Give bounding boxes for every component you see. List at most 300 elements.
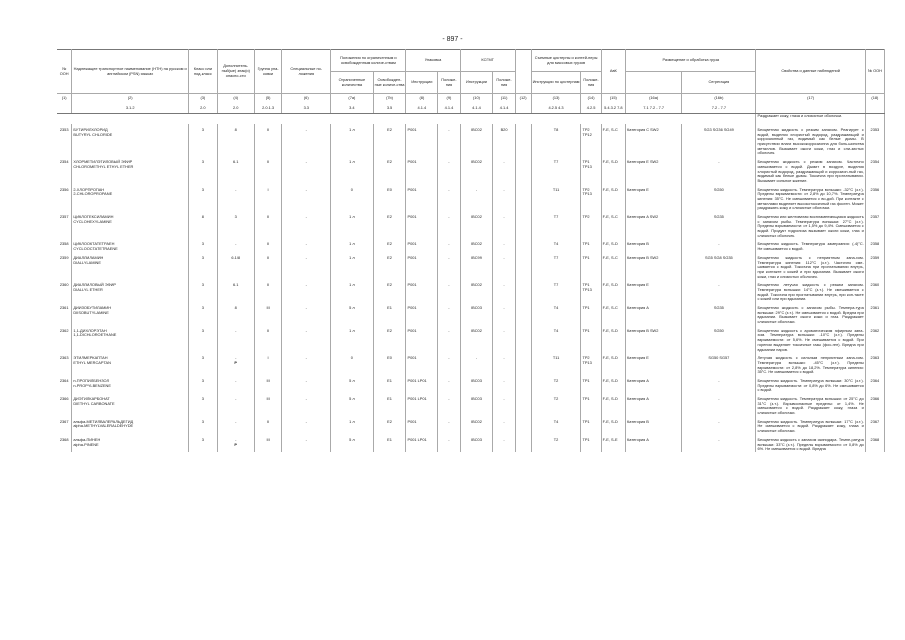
col-12-cell <box>515 302 531 325</box>
header-packaging-prov: Положе-ния <box>438 72 460 94</box>
tank-instr-cell: T2 <box>531 375 581 393</box>
subsidiary-hazard: - <box>235 327 237 333</box>
subsidiary-hazard: - <box>235 186 237 192</box>
name-cell <box>72 416 189 434</box>
segregation-cell: - <box>682 393 756 416</box>
hazard-cell <box>217 124 254 156</box>
tank-instr-cell: T4 <box>531 416 581 434</box>
packing-group-cell: III <box>254 375 282 393</box>
limited-qty-cell: 1 л <box>331 156 373 183</box>
un-right-cell: 2366 <box>865 393 884 416</box>
class-cell: 3 <box>189 434 218 452</box>
psn-english: DIETHYL CARBONATE <box>73 400 115 406</box>
table-header <box>57 50 885 114</box>
hazard-cell <box>217 279 254 302</box>
packing-group-cell: III <box>254 393 282 416</box>
properties-cell: Летучая жидкость с сильным неприятным запа-хом. Температура вспышки: -45°C (з.т.). Пределы взрываемости: от 2,8% до 18,2%. Температура кипения: 35°C. Не смешивается с водой. <box>756 352 865 375</box>
class-cell: 3 <box>189 393 218 416</box>
ibc-instr-cell: IBC99 <box>460 252 493 279</box>
continuation-text: Раздражает кожу, глаза и слизистые оболочки. <box>756 114 865 125</box>
header-packaging-instr: Инструкции <box>406 72 438 94</box>
psn-russian: 1,1-ДИХЛОРЭТАН <box>73 327 107 333</box>
tank-instr-cell: T7 <box>531 279 581 302</box>
stowage-cell: Категория A <box>626 434 682 452</box>
subsidiary-hazard: - <box>235 418 237 424</box>
packing-group-cell: II <box>254 279 282 302</box>
segregation-cell: SG5 SG8 SG35 <box>682 252 756 279</box>
col-12-cell <box>515 352 531 375</box>
ibc-instr-cell: IBC03 <box>460 434 493 452</box>
segregation-cell: SG50 <box>682 325 756 352</box>
un-right-cell: 2361 <box>865 302 884 325</box>
un-right-cell: 2356 <box>865 184 884 211</box>
un-right-cell: 2353 <box>865 124 884 156</box>
limited-qty-cell: 1 л <box>331 279 373 302</box>
ems-cell: F-E, S-D <box>601 279 625 302</box>
limited-qty-cell: 0 <box>331 184 373 211</box>
dangerous-goods-table <box>57 49 885 452</box>
header-hazard-id: Дополнитель-ный(ые) знак(и) опасно-сти <box>217 50 254 94</box>
column-number: (16b) <box>682 94 756 104</box>
psn-russian: ДИЭТИЛКАРБОНАТ <box>73 396 110 401</box>
name-cell <box>72 252 189 279</box>
segregation-cell: - <box>682 416 756 434</box>
packaging-prov-cell: - <box>438 238 460 251</box>
segregation-cell: - <box>682 238 756 251</box>
ibc-prov-cell: - <box>493 302 515 325</box>
tank-prov-cell: TP1 <box>581 416 601 434</box>
tank-prov-cell: TP2 TP13 <box>581 352 601 375</box>
segregation-cell: - <box>682 434 756 452</box>
packaging-instr-cell: P001 <box>406 325 438 352</box>
tank-prov-cell: TP1 <box>581 393 601 416</box>
header-packing-group: Группа упа-ковки <box>254 50 282 94</box>
ibc-prov-cell: B20 <box>493 124 515 156</box>
header-limited: Ограниченные количества <box>331 72 373 94</box>
name-cell <box>72 434 189 452</box>
name-cell <box>72 325 189 352</box>
psn-english: DIALLYL ETHER <box>73 286 103 292</box>
un-right-cell: 2368 <box>865 434 884 452</box>
class-cell: 8 <box>189 211 218 238</box>
un-cell: 2362 <box>57 325 72 352</box>
psn-russian: альфа-ПИНЕН <box>73 436 101 442</box>
excepted-qty-cell: E2 <box>373 279 406 302</box>
class-cell: 3 <box>189 238 218 251</box>
psn-russian: ДИАЛЛИЛОВЫЙ ЭФИР <box>73 282 117 288</box>
hazard-cell <box>217 156 254 183</box>
properties-cell: Бесцветная жидкость с запахом рыбы. Темпера-тура вспышки: 29°C (з.т.). Не смешивается с водой. Вредна при вдыхании. Вызывает ожоги кожи и глаз. Раздражает слизистые оболочки. <box>756 302 865 325</box>
tank-prov-cell: TP2 TP13 <box>581 184 601 211</box>
table-row <box>57 238 885 251</box>
table-row <box>57 252 885 279</box>
column-number: (18) <box>865 94 884 104</box>
limited-qty-cell: 0 <box>331 352 373 375</box>
properties-cell: Бесцветная жидкость с ароматическим эфирным запа-хом. Температура вспышки: -10°C (з.т.). Пределы взрываемости: от 5,6%. Не смешивается с водой. При горении выделяет токсичные газы (фос-ген). Вредна при вдыхании паров. <box>756 325 865 352</box>
un-cell: 2363 <box>57 352 72 375</box>
subsidiary-hazard: 6.1/8 <box>231 254 241 260</box>
un-cell: 2361 <box>57 302 72 325</box>
column-reference: 7.2 - 7.7 <box>682 103 756 114</box>
class-cell: 3 <box>189 375 218 393</box>
psn-english: CHLOROMETHYL ETHYL ETHER <box>73 163 134 169</box>
ibc-prov-cell: - <box>493 393 515 416</box>
segregation-cell: SG50 SG57 <box>682 352 756 375</box>
column-number: (3) <box>189 94 218 104</box>
ems-cell: F-E, S-D <box>601 184 625 211</box>
special-provisions-cell: - <box>282 238 331 251</box>
ibc-prov-cell: - <box>493 279 515 302</box>
table-body <box>57 114 885 452</box>
un-cell: 2360 <box>57 279 72 302</box>
excepted-qty-cell: E2 <box>373 416 406 434</box>
header-packaging: Упаковка <box>406 50 460 72</box>
tank-instr-cell: T4 <box>531 302 581 325</box>
packaging-prov-cell: - <box>438 279 460 302</box>
column-number: (2) <box>72 94 189 104</box>
column-reference: 5.4.3.2 7.8 <box>601 103 625 114</box>
column-reference: 3.1.2 <box>72 103 189 114</box>
stowage-cell: Категория A <box>626 302 682 325</box>
class-cell: 3 <box>189 184 218 211</box>
ibc-instr-cell: - <box>460 352 493 375</box>
properties-cell: Бесцветная жидкость с резким запахом. Реагирует с водой, выделяя хлористый водород, раздражающий и коррозионный газ, видимый как белые дымы. В присутствии влаги высококоррозионна для боль-шинства металлов. Вызывает ожоги кожи, глаз и сли-зистых оболочек. <box>756 124 865 156</box>
ibc-instr-cell: IBC03 <box>460 393 493 416</box>
ibc-prov-cell: - <box>493 156 515 183</box>
class-cell: 3 <box>189 302 218 325</box>
table-row <box>57 375 885 393</box>
packing-group-cell: I <box>254 352 282 375</box>
un-cell: 2358 <box>57 238 72 251</box>
tank-prov-cell: TP1 <box>581 434 601 452</box>
excepted-qty-cell: E1 <box>373 302 406 325</box>
tank-prov-cell: TP2 <box>581 211 601 238</box>
packaging-prov-cell: - <box>438 211 460 238</box>
ems-cell: F-E, S-D <box>601 352 625 375</box>
column-reference <box>515 103 531 114</box>
ibc-instr-cell: - <box>460 184 493 211</box>
packing-group-cell: II <box>254 156 282 183</box>
un-cell: 2368 <box>57 434 72 452</box>
packaging-instr-cell: P001 <box>406 352 438 375</box>
ibc-instr-cell: IBC03 <box>460 375 493 393</box>
excepted-qty-cell: E1 <box>373 393 406 416</box>
segregation-cell: - <box>682 279 756 302</box>
un-cell: 2366 <box>57 393 72 416</box>
ibc-instr-cell: IBC02 <box>460 238 493 251</box>
excepted-qty-cell: E0 <box>373 352 406 375</box>
excepted-qty-cell: E2 <box>373 124 406 156</box>
column-number: (16a) <box>626 94 682 104</box>
class-cell: 3 <box>189 416 218 434</box>
header-tank-prov: Положе-ния <box>581 72 601 94</box>
packing-group-cell: III <box>254 434 282 452</box>
psn-english: CYCLOOCTATETRAENE <box>73 246 118 252</box>
name-cell <box>72 211 189 238</box>
packaging-prov-cell: - <box>438 393 460 416</box>
psn-russian: 2-ХЛОРПРОПАН <box>73 186 105 192</box>
un-right-cell: 2360 <box>865 279 884 302</box>
psn-english: CYCLOHEXYLAMINE <box>73 218 112 224</box>
hazard-cell <box>217 416 254 434</box>
segregation-cell: - <box>682 156 756 183</box>
col-12-cell <box>515 124 531 156</box>
column-number: (8) <box>406 94 438 104</box>
column-reference: 2.0.1.3 <box>254 103 282 114</box>
stowage-cell: Категория A SW2 <box>626 211 682 238</box>
header-special-provisions: Специальные по-ложения <box>282 50 331 94</box>
packing-group-cell: II <box>254 124 282 156</box>
subsidiary-hazard: 8 <box>234 127 237 132</box>
header-col-12 <box>515 50 531 94</box>
table-row <box>57 325 885 352</box>
col-12-cell <box>515 211 531 238</box>
name-cell <box>72 238 189 251</box>
column-number: (4) <box>217 94 254 104</box>
subsidiary-hazard: - <box>235 436 237 442</box>
header-ibc-instr: Инструкции <box>460 72 493 94</box>
psn-russian: БУТИРИЛХЛОРИД <box>73 127 108 132</box>
stowage-cell: Категория B <box>626 416 682 434</box>
un-cell: 2367 <box>57 416 72 434</box>
packing-group-cell: II <box>254 238 282 251</box>
header-limited-excepted: Положения по ограниченным и освобожденным количе-ствам <box>331 50 406 72</box>
properties-cell: Бесцветная жидкость. Температура вспышки: 17°C (з.т.). Не смешивается с водой. Раздражает кожу, глаза и слизистые оболочки. <box>756 416 865 434</box>
special-provisions-cell: - <box>282 279 331 302</box>
un-cell: 2354 <box>57 156 72 183</box>
class-cell: 3 <box>189 325 218 352</box>
tank-prov-cell: TP1 <box>581 302 601 325</box>
hazard-cell <box>217 375 254 393</box>
packaging-instr-cell: P001 <box>406 252 438 279</box>
ems-cell: F-E, S-D <box>601 325 625 352</box>
name-cell <box>72 393 189 416</box>
excepted-qty-cell: E1 <box>373 434 406 452</box>
tank-prov-cell: TP1 TP13 <box>581 156 601 183</box>
column-reference: 4.2.5 <box>581 103 601 114</box>
tank-prov-cell: TP2 TP12 <box>581 124 601 156</box>
packaging-prov-cell: - <box>438 375 460 393</box>
excepted-qty-cell: E2 <box>373 211 406 238</box>
table-row <box>57 124 885 156</box>
packaging-instr-cell: P001 <box>406 124 438 156</box>
ibc-prov-cell: - <box>493 238 515 251</box>
ibc-prov-cell: - <box>493 252 515 279</box>
subsidiary-hazard: 6.1 <box>233 282 239 288</box>
psn-english: alpha-METHYLVALERALDEHYDE <box>73 423 134 429</box>
limited-qty-cell: 1 л <box>331 238 373 251</box>
column-reference: 4.2.5 4.3 <box>531 103 581 114</box>
table-row <box>57 434 885 452</box>
column-reference: 4.1.4 <box>460 103 493 114</box>
table-row <box>57 352 885 375</box>
ibc-instr-cell: IBC02 <box>460 124 493 156</box>
un-right-cell: 2367 <box>865 416 884 434</box>
stowage-cell: Категория C SW2 <box>626 124 682 156</box>
class-cell: 3 <box>189 352 218 375</box>
un-right-cell: 2358 <box>865 238 884 251</box>
hazard-cell <box>217 252 254 279</box>
ems-cell: F-E, S-C <box>601 211 625 238</box>
packaging-instr-cell: P001 LP01 <box>406 434 438 452</box>
ibc-prov-cell: - <box>493 352 515 375</box>
table-row <box>57 156 885 183</box>
packing-group-cell: II <box>254 252 282 279</box>
packaging-prov-cell: - <box>438 416 460 434</box>
subsidiary-hazard: 3 <box>234 214 237 219</box>
special-provisions-cell: - <box>282 352 331 375</box>
column-reference: 4.1.4 <box>438 103 460 114</box>
table-row <box>57 279 885 302</box>
column-number: (9) <box>438 94 460 104</box>
ibc-instr-cell: IBC03 <box>460 302 493 325</box>
column-reference: 4.1.4 <box>406 103 438 114</box>
column-reference <box>756 103 865 114</box>
ibc-prov-cell: - <box>493 211 515 238</box>
hazard-cell <box>217 238 254 251</box>
header-ems: АвК <box>601 50 625 94</box>
stowage-cell: Категория E <box>626 352 682 375</box>
ems-cell: F-E, S-C <box>601 302 625 325</box>
psn-russian: ДИИЗОБУТИЛАМИН <box>73 305 112 310</box>
name-cell <box>72 184 189 211</box>
ibc-prov-cell: - <box>493 375 515 393</box>
tank-instr-cell: T7 <box>531 211 581 238</box>
packaging-instr-cell: P001 <box>406 279 438 302</box>
column-reference: 3.3 <box>282 103 331 114</box>
psn-russian: альфа-МЕТИЛВАЛЕРАЛЬДЕГИД <box>73 418 134 424</box>
special-provisions-cell: - <box>282 325 331 352</box>
excepted-qty-cell: E1 <box>373 375 406 393</box>
special-provisions-cell: - <box>282 124 331 156</box>
col-12-cell <box>515 156 531 183</box>
psn-russian: н-ПРОПИЛБЕНЗОЛ <box>73 377 110 383</box>
class-cell: 3 <box>189 124 218 156</box>
header-tank-instr: Инструкции по цистернам <box>531 72 581 94</box>
col-12-cell <box>515 279 531 302</box>
un-cell: 2357 <box>57 211 72 238</box>
psn-english: DIALLYLAMINE <box>73 259 101 265</box>
limited-qty-cell: 5 л <box>331 375 373 393</box>
stowage-cell: Категория B <box>626 238 682 251</box>
hazard-cell <box>217 352 254 375</box>
ems-cell: F-E, S-C <box>601 124 625 156</box>
psn-russian: ЦИКЛОГЕКСИЛАМИН <box>73 214 114 219</box>
un-cell: 2364 <box>57 375 72 393</box>
table-row <box>57 302 885 325</box>
properties-cell: Бесцветная или желтоватая воспламеняющаяся жидкость с запахом рыбы. Температура вспышки: 27°C (з.т.). Пределы взрываемости: от 1,5% до 9,4%. Смешивается с водой. Продукт гидролиза вызывает ожоги кожи, глаз и слизистых оболочек. <box>756 211 865 238</box>
un-right-cell: 2363 <box>865 352 884 375</box>
hazard-cell <box>217 302 254 325</box>
ibc-prov-cell: - <box>493 325 515 352</box>
limited-qty-cell: 5 л <box>331 393 373 416</box>
hazard-cell <box>217 434 254 452</box>
table-row <box>57 184 885 211</box>
column-number-row <box>57 94 885 104</box>
header-stowage-16a <box>626 72 682 94</box>
column-reference: 3.5 <box>373 103 406 114</box>
limited-qty-cell: 5 л <box>331 434 373 452</box>
psn-english: BUTYRYL CHLORIDE <box>73 131 113 137</box>
stowage-cell: Категория A <box>626 375 682 393</box>
ems-cell: F-E, S-D <box>601 375 625 393</box>
class-cell: 3 <box>189 279 218 302</box>
tank-prov-cell: TP1 <box>581 325 601 352</box>
ibc-instr-cell: IBC02 <box>460 325 493 352</box>
packaging-prov-cell: - <box>438 252 460 279</box>
tank-instr-cell: T4 <box>531 238 581 251</box>
tank-instr-cell: T7 <box>531 156 581 183</box>
col-12-cell <box>515 393 531 416</box>
ibc-prov-cell: - <box>493 416 515 434</box>
stowage-cell: Категория B SW2 <box>626 325 682 352</box>
tank-prov-cell: TP1 <box>581 238 601 251</box>
continuation-row <box>57 114 885 125</box>
ibc-instr-cell: IBC02 <box>460 279 493 302</box>
un-cell: 2353 <box>57 124 72 156</box>
segregation-cell: SG3 SG36 SG49 <box>682 124 756 156</box>
header-segregation: Сегрегация <box>682 72 756 94</box>
stowage-cell: Категория E <box>626 279 682 302</box>
stowage-cell: Категория E SW2 <box>626 156 682 183</box>
packing-group-cell: III <box>254 302 282 325</box>
column-reference: 2.0 <box>217 103 254 114</box>
tank-prov-cell: TP1 <box>581 252 601 279</box>
special-provisions-cell: - <box>282 156 331 183</box>
column-number: (13) <box>531 94 581 104</box>
column-number: (1) <box>57 94 72 104</box>
limited-qty-cell: 1 л <box>331 211 373 238</box>
column-reference <box>865 103 884 114</box>
packaging-prov-cell: - <box>438 302 460 325</box>
name-cell <box>72 124 189 156</box>
column-number: (5) <box>254 94 282 104</box>
psn-english: ETHYL MERCAPTAN <box>73 359 111 365</box>
header-excepted: Освобожден-ные количе-ства <box>373 72 406 94</box>
packaging-instr-cell: P001 LP01 <box>406 375 438 393</box>
tank-instr-cell: T7 <box>531 252 581 279</box>
properties-cell: Бесцветная жидкость. Температура вспышки: -32°C (з.т.). Пределы взрываемости: от 2,8% до 10,7%. Температура кипения: 35°C. Не смешивается с во-дой. При контакте с металлами выделяет высокотоксичный газ фосген. Может раздражать кожу и слизистые оболочки. <box>756 184 865 211</box>
psn-english: alpha-PINENE <box>73 441 99 447</box>
tank-instr-cell: T2 <box>531 434 581 452</box>
packaging-prov-cell: - <box>438 124 460 156</box>
hazard-cell <box>217 184 254 211</box>
table-row <box>57 393 885 416</box>
limited-qty-cell: 1 л <box>331 325 373 352</box>
packaging-instr-cell: P001 <box>406 302 438 325</box>
properties-cell: Бесцветная летучая жидкость с резким запахом. Температура вспышки: 14°C (з.т.). Не смешивается с водой. Токсична при проглатывании внутрь, при кон-такте с кожей или при вдыхании. <box>756 279 865 302</box>
un-right-cell: 2362 <box>865 325 884 352</box>
packaging-instr-cell: P001 LP01 <box>406 393 438 416</box>
marine-pollutant-mark: P <box>234 441 238 447</box>
excepted-qty-cell: E2 <box>373 156 406 183</box>
hazard-cell <box>217 325 254 352</box>
special-provisions-cell: - <box>282 434 331 452</box>
header-tank: Съемные цистерны и контей-неры для массовых грузов <box>531 50 601 72</box>
column-number: (10) <box>460 94 493 104</box>
subsidiary-hazard: - <box>235 377 237 383</box>
col-12-cell <box>515 375 531 393</box>
ems-cell: F-E, S-E <box>601 434 625 452</box>
col-12-cell <box>515 252 531 279</box>
packaging-instr-cell: P001 <box>406 184 438 211</box>
header-ibc: КСГМГ <box>460 50 515 72</box>
packing-group-cell: II <box>254 416 282 434</box>
packaging-prov-cell: - <box>438 434 460 452</box>
col-12-cell <box>515 325 531 352</box>
segregation-cell: SG35 <box>682 211 756 238</box>
excepted-qty-cell: E0 <box>373 184 406 211</box>
